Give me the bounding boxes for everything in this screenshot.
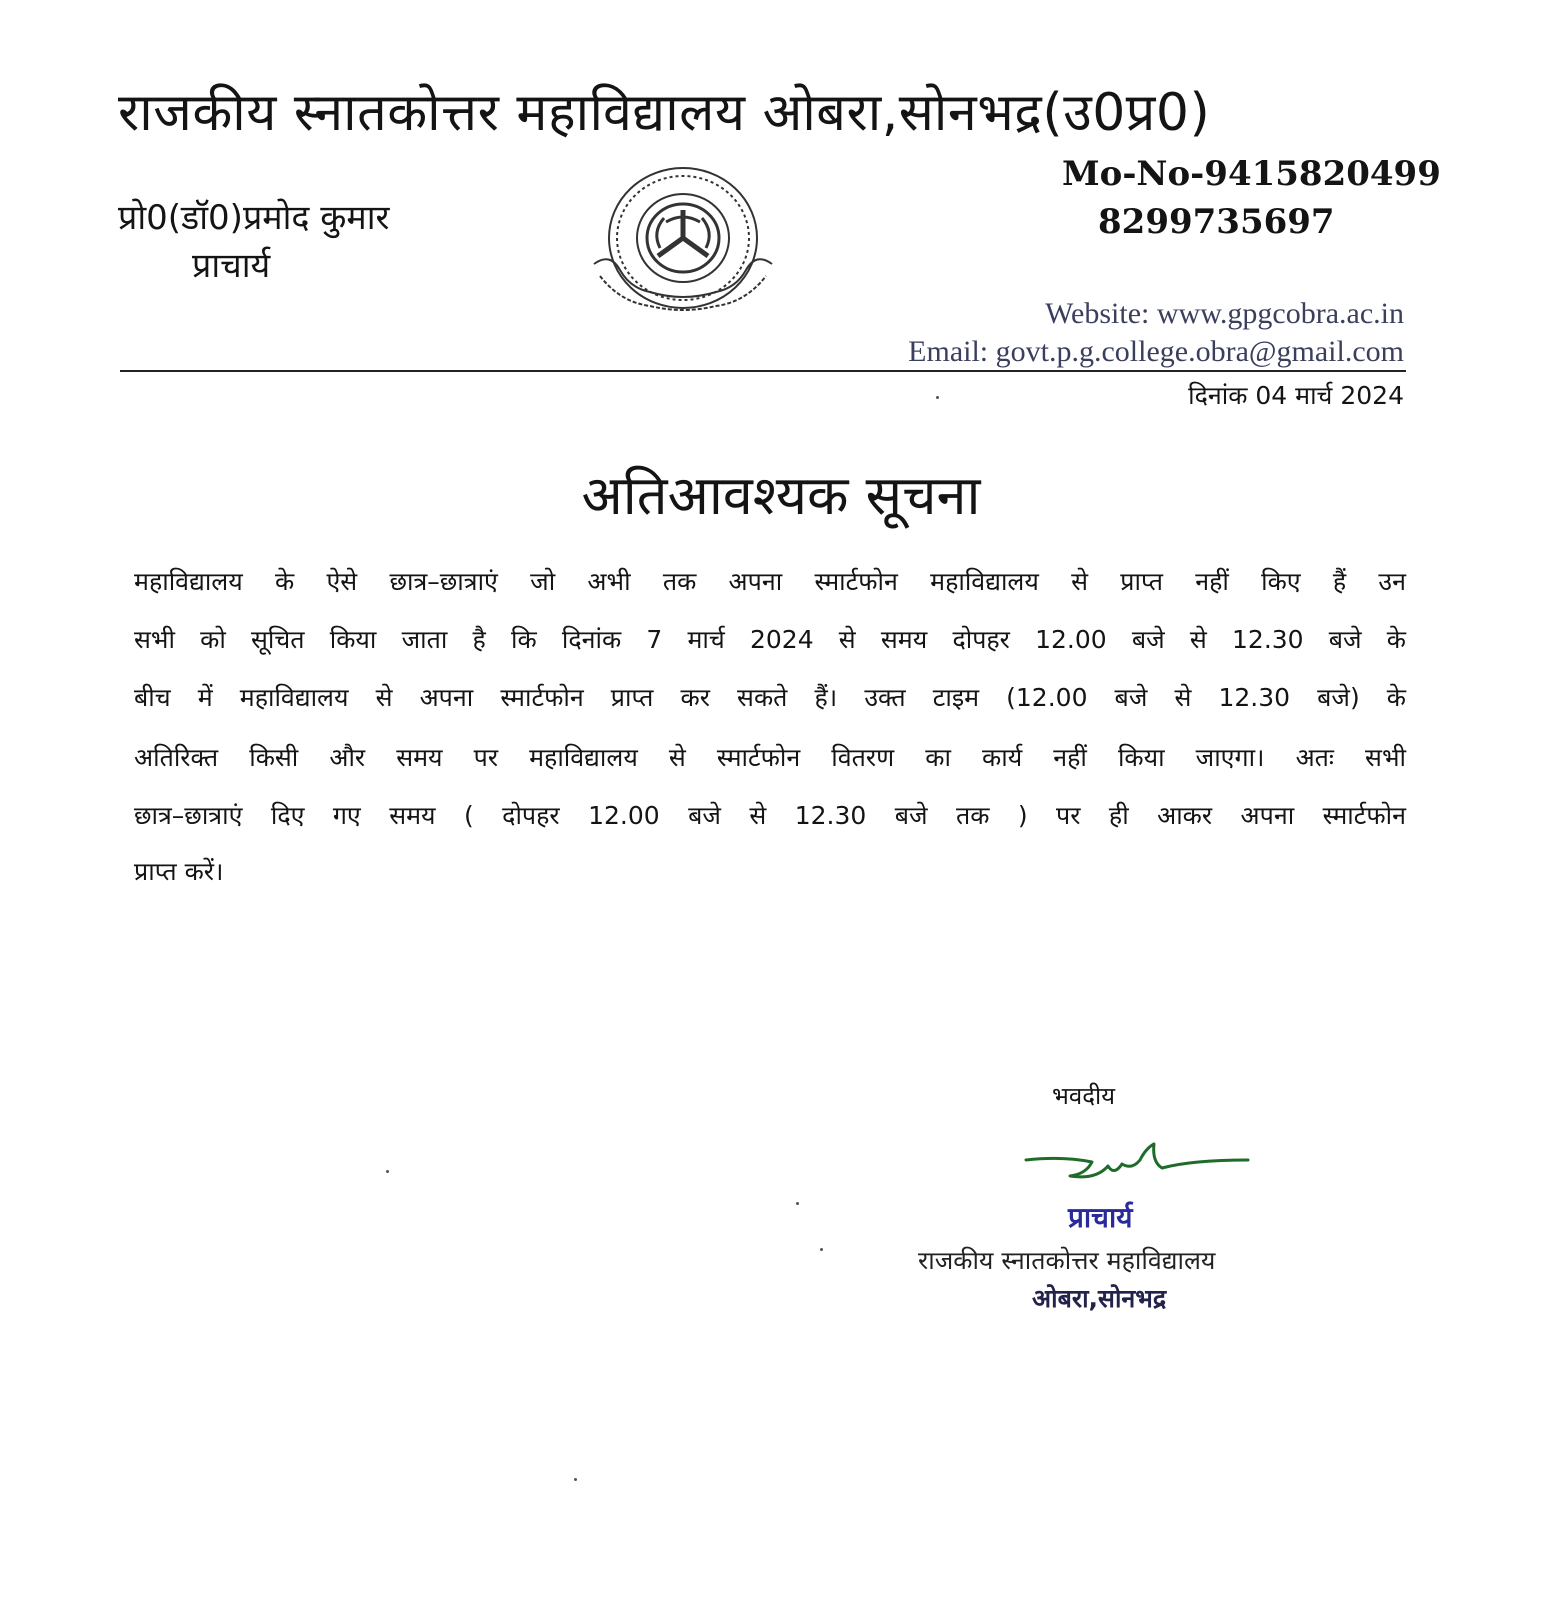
scan-speck [386,1170,389,1173]
emblem-seal-icon [590,152,776,328]
scan-speck [936,396,939,399]
mobile-number-2: 8299735697 [1098,202,1335,242]
principal-name: प्रो0(डॉ0)प्रमोद कुमार [118,198,390,238]
stamp-location: ओबरा,सोनभद्र [1032,1284,1167,1313]
notice-body-line: अतिरिक्त किसी और समय पर महाविद्यालय से स्मार्टफोन वितरण का कार्य नहीं किया जाएगा। अतः सभी [134,743,1406,772]
signature-icon [1022,1142,1258,1202]
header-divider [120,370,1406,372]
principal-designation: प्राचार्य [192,246,271,286]
notice-body-line: प्राप्त करें। [134,857,224,886]
mobile-number-1: Mo-No-9415820499 [1062,154,1441,194]
notice-body-line: महाविद्यालय के ऐसे छात्र–छात्राएं जो अभी तक अपना स्मार्टफोन महाविद्यालय से प्राप्त नहीं किए हैं उन [134,567,1406,596]
scan-speck [796,1202,799,1205]
college-name: राजकीय स्नातकोत्तर महाविद्यालय ओबरा,सोनभद्र(उ0प्र0) [118,83,1211,143]
stamp-college-name: राजकीय स्नातकोत्तर महाविद्यालय [918,1246,1216,1275]
notice-body-line: छात्र–छात्राएं दिए गए समय ( दोपहर 12.00 बजे से 12.30 बजे तक ) पर ही आकर अपना स्मार्टफोन [134,801,1406,830]
scan-speck [820,1248,823,1251]
scan-speck [574,1478,577,1481]
signature-designation: प्राचार्य [1068,1201,1133,1234]
notice-body-line: सभी को सूचित किया जाता है कि दिनांक 7 मार्च 2024 से समय दोपहर 12.00 बजे से 12.30 बजे के [134,625,1406,654]
closing-salutation: भवदीय [1052,1082,1116,1110]
notice-date: दिनांक 04 मार्च 2024 [1188,381,1404,410]
email-link[interactable]: Email: govt.p.g.college.obra@gmail.com [908,335,1404,368]
website-link[interactable]: Website: www.gpgcobra.ac.in [1045,297,1404,330]
notice-body-line: बीच में महाविद्यालय से अपना स्मार्टफोन प्राप्त कर सकते हैं। उक्त टाइम (12.00 बजे से 12.30 बजे) के [134,683,1406,712]
notice-heading: अतिआवश्यक सूचना [581,464,981,527]
